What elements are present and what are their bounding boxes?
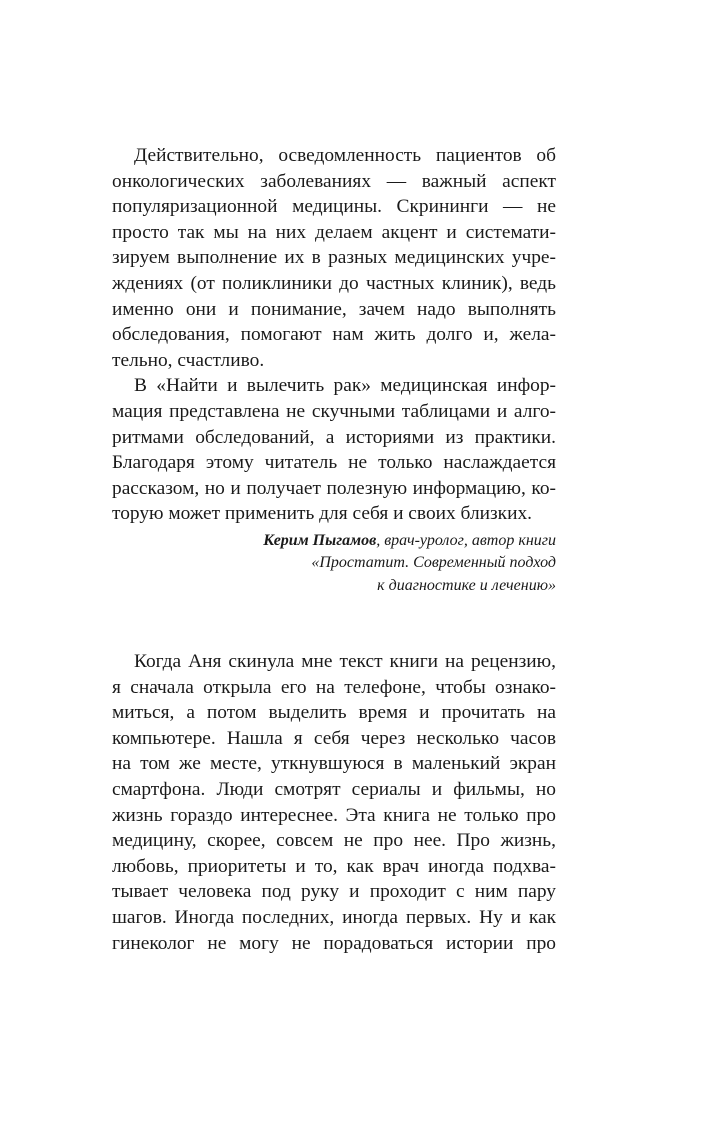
text-line: на том же месте, уткнувшуюся в маленький экран [112, 753, 556, 775]
text-line: В «Найти и вылечить рак» медицинская инфор- [134, 375, 556, 397]
review-kerim-pygamov [112, 143, 556, 597]
text-line: именно они и понимание, зачем надо выполнять [112, 298, 556, 320]
attribution-line: «Простатит. Современный подход [311, 554, 556, 572]
text-line: медицину, скорее, совсем не про нее. Про жизнь, [112, 830, 556, 852]
text-line: обследования, помогают нам жить долго и, жела- [112, 324, 556, 346]
text-line: популяризационной медицины. Скрининги — не [112, 196, 556, 218]
text-line: миться, а потом выделить время и прочитать на [112, 702, 556, 724]
review-1-paragraph-1 [112, 143, 556, 373]
attribution-line: к диагностике и лечению» [377, 576, 556, 594]
author-role: , врач-уролог, автор книги [376, 531, 556, 549]
text-line: ритмами обследований, а историями из практики. [112, 426, 556, 448]
text-line: торую может применить для себя и своих близких. [112, 503, 532, 525]
text-line: просто так мы на них делаем акцент и системати- [112, 221, 556, 243]
text-line: онкологических заболеваниях — важный аспект [112, 170, 556, 192]
text-line: рассказом, но и получает полезную информацию, ко- [112, 477, 556, 499]
text-line: тельно, счастливо. [112, 349, 265, 371]
text-line: тывает человека под руку и проходит с ним пару [112, 881, 556, 903]
text-line: зируем выполнение их в разных медицинских учре- [112, 247, 556, 269]
text-line: любовь, приоритеты и то, как врач иногда подхва- [112, 855, 556, 877]
text-line: жизнь гораздо интереснее. Эта книга не только про [112, 804, 556, 826]
review-2 [112, 649, 556, 956]
text-line: смартфона. Люди смотрят сериалы и фильмы, но [112, 778, 556, 800]
attribution-line [112, 530, 556, 553]
author-name: Керим Пыгамов [263, 531, 377, 549]
text-line: Действительно, осведомленность пациентов об [134, 145, 556, 166]
text-line: я сначала открыла его на телефоне, чтобы ознако- [112, 676, 556, 698]
text-line: шагов. Иногда последних, иногда первых. Ну и как [112, 906, 556, 928]
text-line: Благодаря этому читатель не только наслаждается [112, 452, 556, 474]
review-2-paragraph-1 [112, 649, 556, 956]
text-line: компьютере. Нашла я себя через несколько часов [112, 727, 556, 749]
review-1-paragraph-2 [112, 373, 556, 527]
text-line: мация представлена не скучными таблицами и алго- [112, 400, 556, 422]
text-line: гинеколог не могу не порадоваться истории про [112, 932, 556, 954]
text-line: Когда Аня скинула мне текст книги на рецензию, [134, 651, 556, 672]
attribution [112, 530, 556, 598]
text-line: ждениях (от поликлиники до частных клиник), ведь [112, 272, 556, 294]
